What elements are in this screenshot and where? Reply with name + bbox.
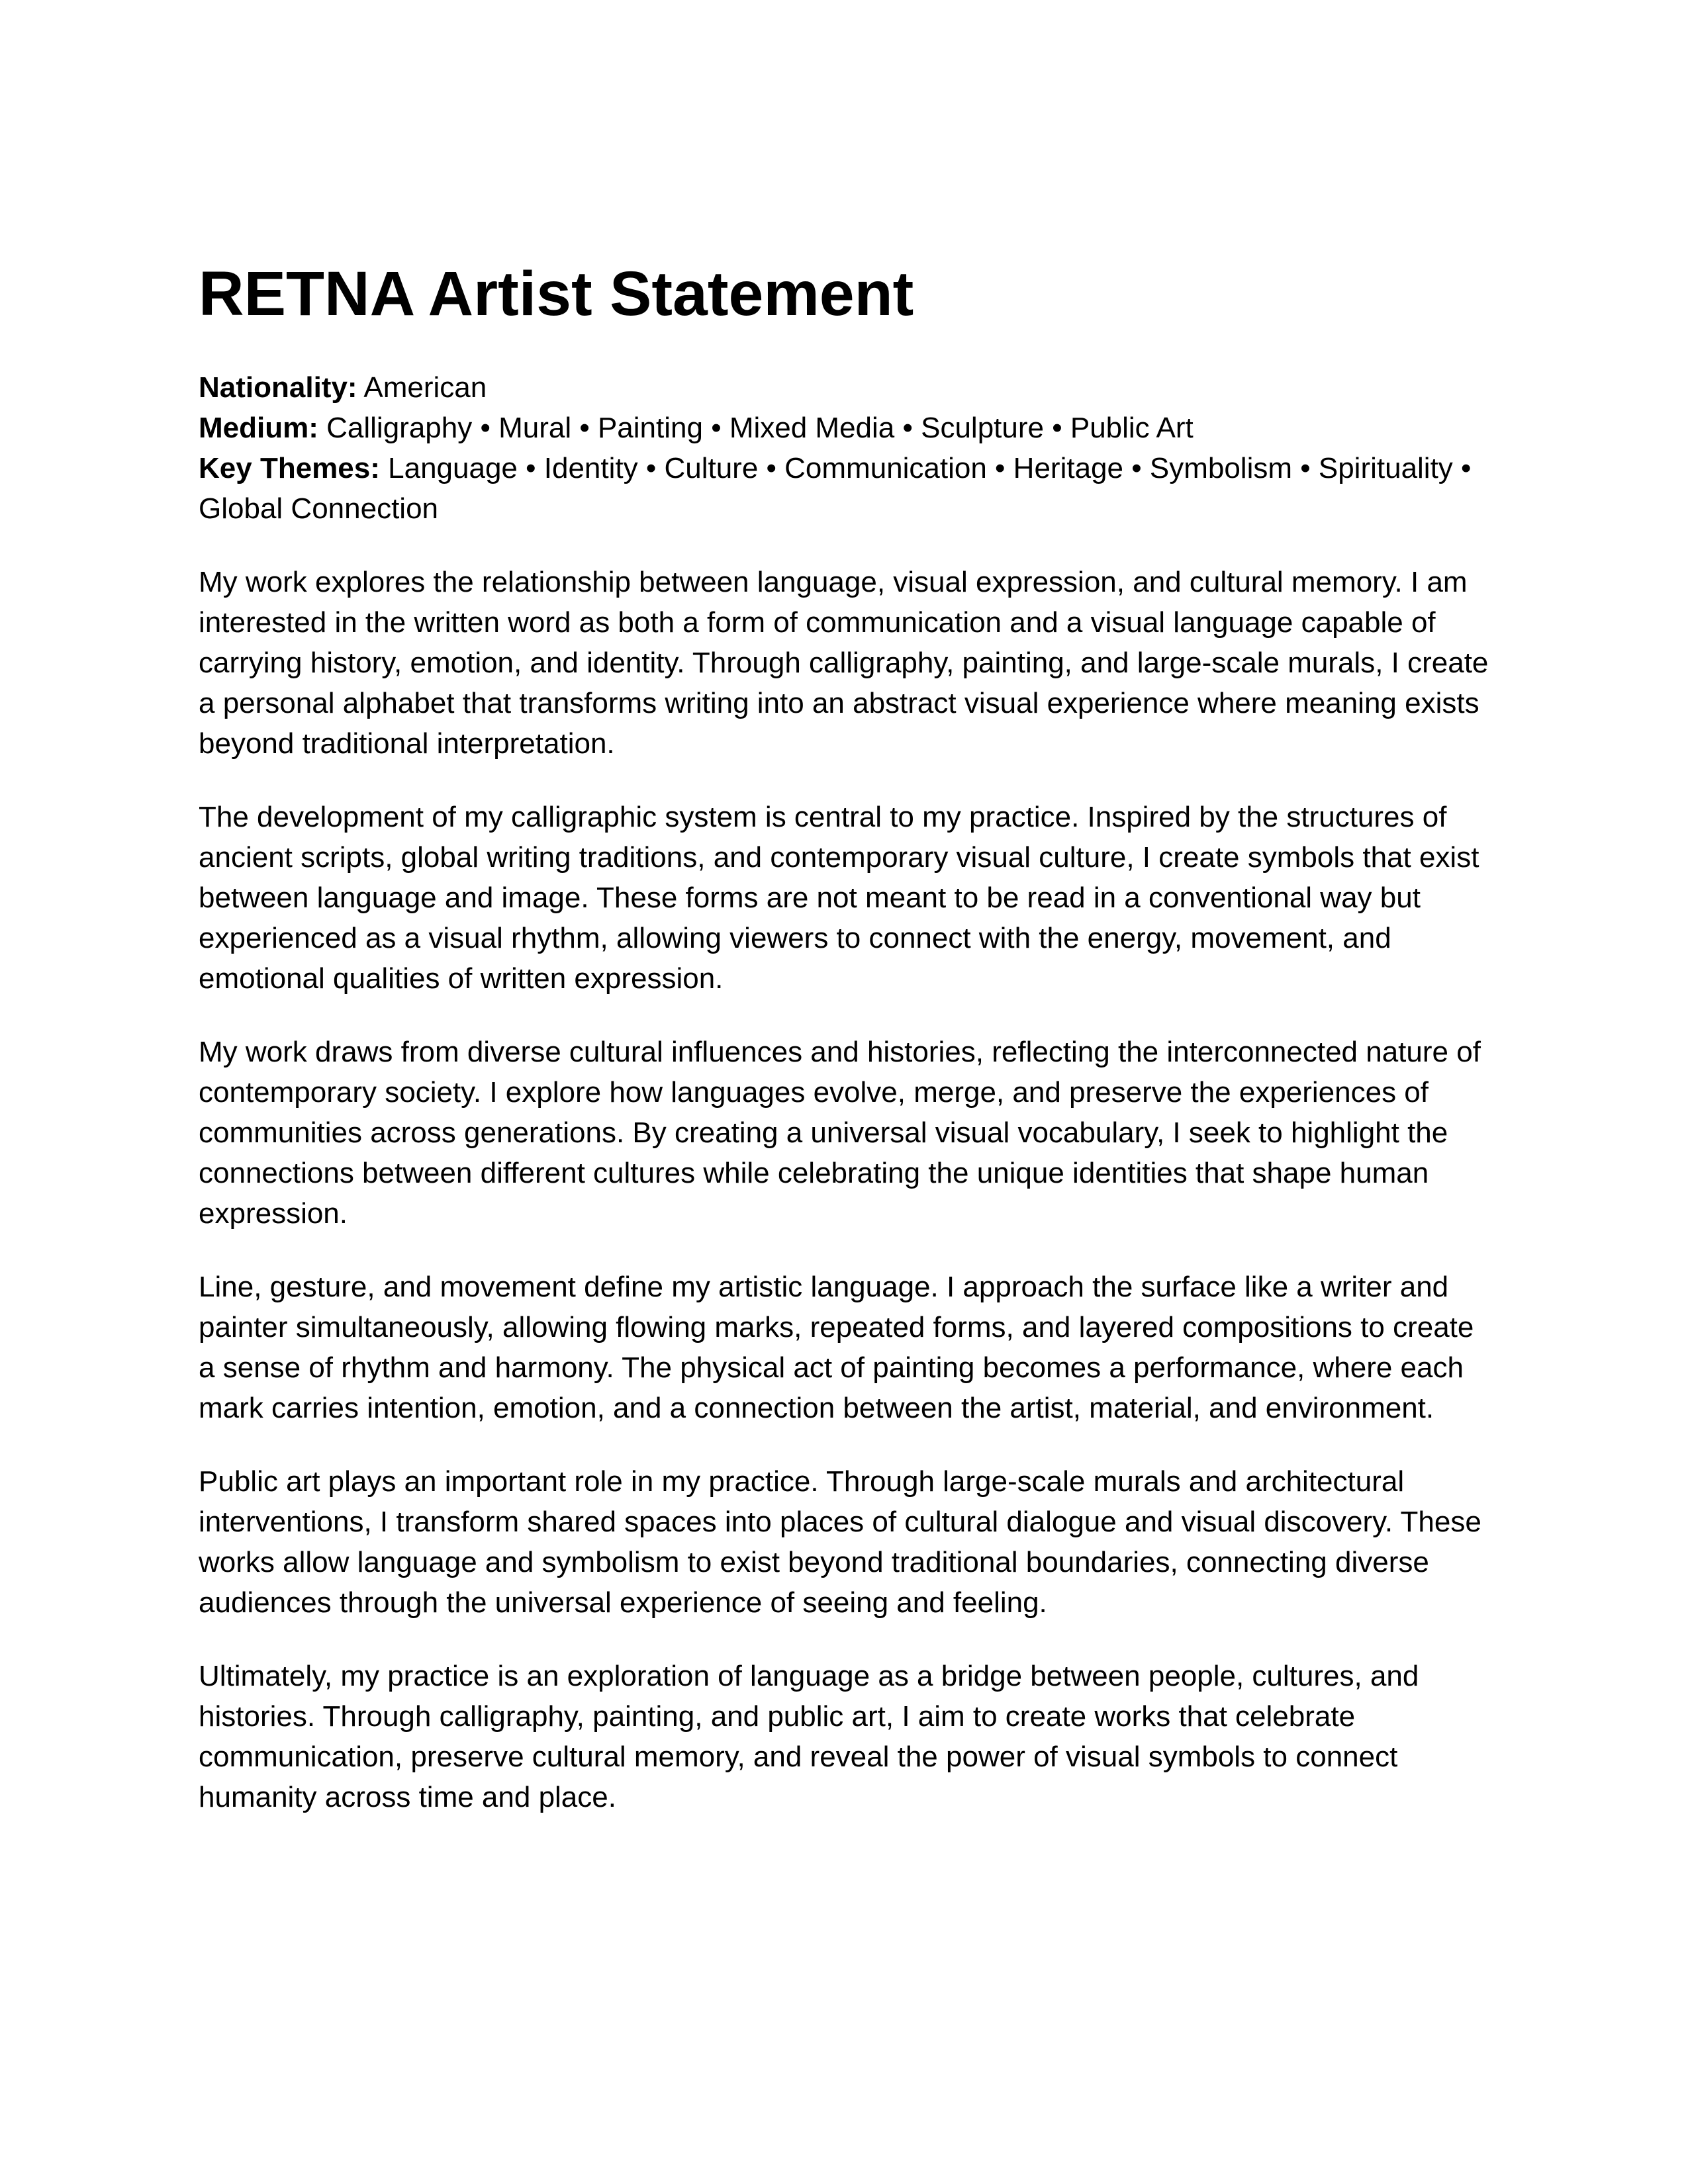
key-themes-label: Key Themes: (199, 452, 380, 485)
paragraph-line-gesture: Line, gesture, and movement define my artistic language. I approach the surface like a writer and painter simultaneously, allowing flowing marks, repeated forms, and layered compositions to create a sense of rhythm and harmony. The physical act of painting becomes a performance, where each mark carries intention, emotion, and a connection between the artist, material, and environment. (199, 1271, 1474, 1425)
medium-line (199, 408, 1496, 448)
nationality-label: Nationality: (199, 371, 357, 404)
paragraph-calligraphic-system: The development of my calligraphic system is central to my practice. Inspired by the structures of ancient scripts, global writing traditions, and contemporary visual culture, I create symbols that exist between language and image. These forms are not meant to be read in a conventional way but experienced as a visual rhythm, allowing viewers to connect with the energy, movement, and emotional qualities of written expression. (199, 801, 1479, 995)
paragraph-language-memory: My work explores the relationship between language, visual expression, and cultural memory. I am interested in the written word as both a form of communication and a visual language capable of carrying history, emotion, and identity. Through calligraphy, painting, and large-scale murals, I create a personal alphabet that transforms writing into an abstract visual experience where meaning exists beyond traditional interpretation. (199, 566, 1489, 760)
document-title: RETNA Artist Statement (199, 259, 914, 329)
nationality-value: American (363, 371, 487, 404)
paragraph-cultural-influences: My work draws from diverse cultural influences and histories, reflecting the interconnected nature of contemporary society. I explore how languages evolve, merge, and preserve the experiences of communities across generations. By creating a universal visual vocabulary, I seek to highlight the connections between different cultures while celebrating the unique identities that shape human expression. (199, 1036, 1481, 1230)
medium-label: Medium: (199, 412, 318, 445)
key-themes-line (199, 448, 1496, 529)
paragraph-conclusion: Ultimately, my practice is an exploration of language as a bridge between people, cultures, and histories. Through calligraphy, painting, and public art, I aim to create works that celebrate communication, preserve cultural memory, and reveal the power of visual symbols to connect humanity across time and place. (199, 1660, 1419, 1814)
document-page (199, 258, 1496, 1850)
nationality-line (199, 367, 1496, 408)
paragraph-public-art: Public art plays an important role in my practice. Through large-scale murals and architectural interventions, I transform shared spaces into places of cultural dialogue and visual discovery. These works allow language and symbolism to exist beyond traditional boundaries, connecting diverse audiences through the universal experience of seeing and feeling. (199, 1465, 1481, 1619)
medium-value: Calligraphy • Mural • Painting • Mixed Media • Sculpture • Public Art (326, 412, 1194, 445)
key-themes-value: Language • Identity • Culture • Communication • Heritage • Symbolism • Spirituality • Global Connection (199, 452, 1472, 525)
artist-meta (199, 367, 1496, 529)
